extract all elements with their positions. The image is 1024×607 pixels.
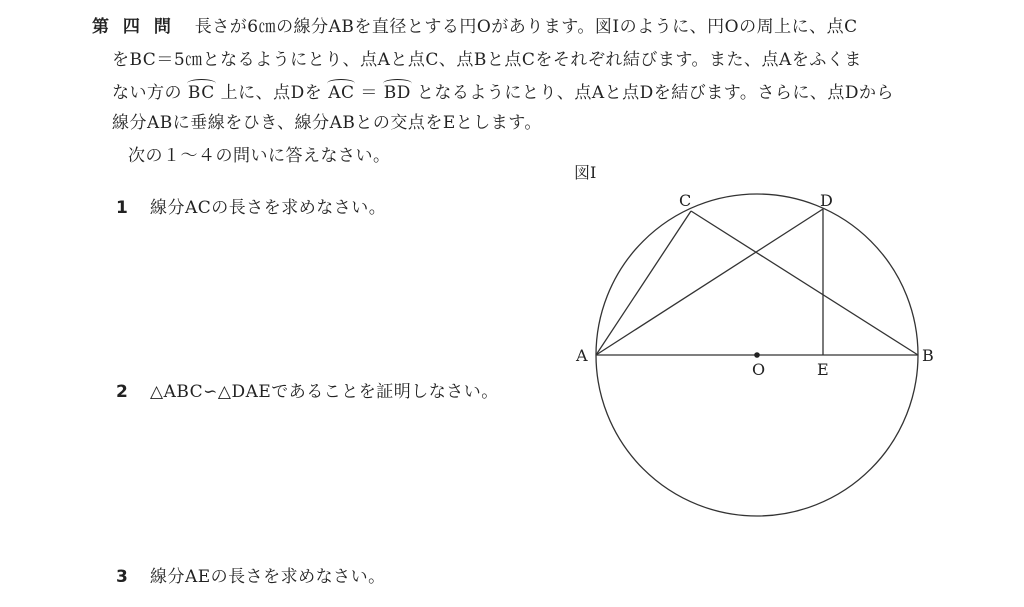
problem-text-4: 線分ABに垂線をひき、線分ABとの交点をEとします。: [112, 113, 542, 133]
question-text: △ABC∽△DAEであることを証明しなさい。: [150, 382, 499, 402]
label-d: D: [820, 191, 833, 210]
problem-text-2: をBC＝5㎝となるようにとり、点Aと点C、点Bと点Cをそれぞれ結びます。また、点Aをふくま: [112, 50, 862, 70]
figure-caption: 図Ⅰ: [574, 163, 597, 182]
arc-ac: AC: [328, 83, 355, 103]
arc-bc: BC: [187, 83, 215, 103]
problem-text-3b: 上に、点Dを: [220, 83, 323, 103]
problem-text-1: 長さが6㎝の線分ABを直径とする円Oがあります。図Ⅰのように、円Oの周上に、点C: [194, 17, 858, 37]
question-text: 線分AEの長さを求めなさい。: [150, 567, 386, 587]
label-b: B: [922, 346, 934, 365]
question-text: 線分ACの長さを求めなさい。: [150, 198, 387, 218]
question-number: 1: [116, 198, 129, 218]
problem-text-3a: ない方の: [112, 83, 182, 103]
segment-cb: [691, 211, 918, 355]
equals-sign: ＝: [360, 83, 378, 103]
arc-bd: BD: [383, 83, 411, 103]
instruction-text: 次の１～４の問いに答えなさい。: [128, 146, 391, 166]
label-o: O: [752, 360, 766, 379]
center-point-o: [754, 352, 760, 358]
problem-text-3c: となるようにとり、点Aと点Dを結びます。さらに、点Dから: [416, 83, 895, 103]
segment-ad: [596, 209, 823, 355]
segment-ac: [596, 211, 691, 355]
label-a: A: [576, 346, 588, 365]
question-number: 3: [116, 567, 129, 587]
label-c: C: [679, 191, 692, 210]
problem-heading: 第 四 問: [92, 17, 175, 37]
label-e: E: [817, 360, 829, 379]
question-number: 2: [116, 382, 129, 402]
